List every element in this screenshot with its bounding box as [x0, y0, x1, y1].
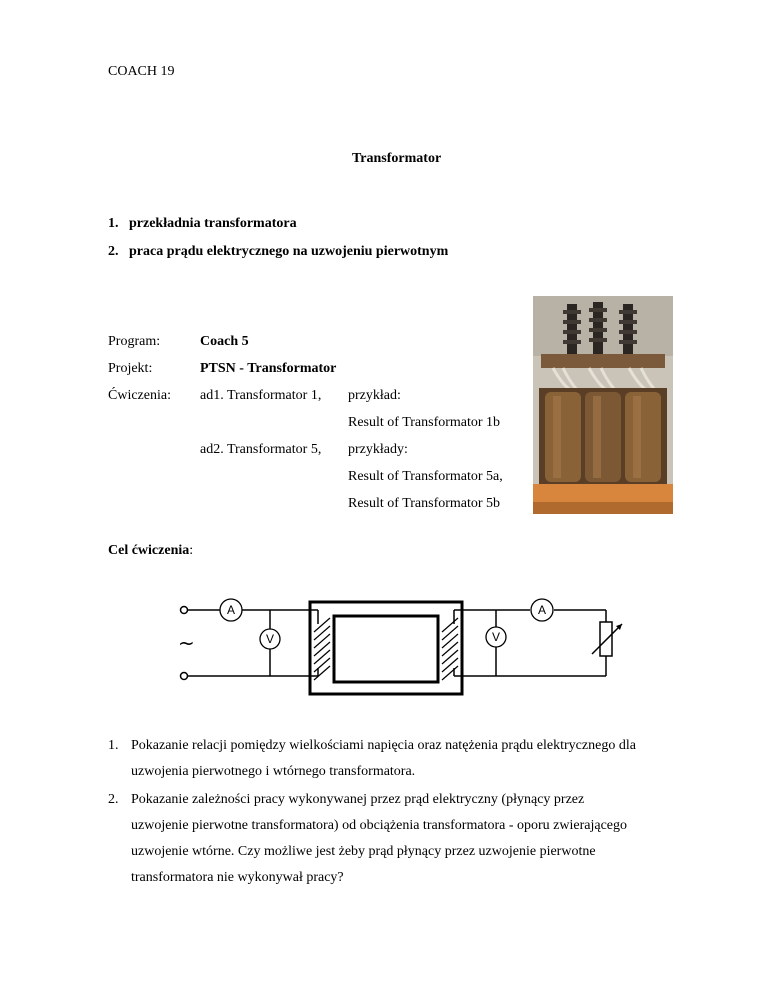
secondary-voltmeter-label: V — [491, 630, 501, 644]
topic-item-1 — [108, 216, 297, 232]
topic-text: przekładnia transformatora — [129, 216, 297, 231]
goal-number: 1. — [108, 738, 119, 753]
goal-label-line — [108, 543, 193, 559]
primary-terminal-bottom — [181, 673, 188, 680]
topic-number: 2. — [108, 244, 119, 259]
topic-number: 1. — [108, 216, 119, 231]
primary-winding — [314, 618, 330, 680]
goal-number: 2. — [108, 792, 119, 807]
goal-item-2 — [108, 787, 728, 897]
exercise-2-result-a: Result of Transformator 5a, — [348, 469, 503, 484]
exercise-2-note: przykłady: — [348, 442, 408, 457]
transformer-circuit-diagram — [170, 592, 630, 704]
exercise-1-result: Result of Transformator 1b — [348, 415, 501, 430]
transformer-photo — [533, 296, 673, 514]
secondary-winding — [442, 618, 458, 680]
exercise-2-result-b: Result of Transformator 5b — [348, 496, 501, 511]
document-code: COACH 19 — [108, 64, 175, 79]
primary-ammeter-label: A — [226, 603, 236, 617]
goal-line: Pokazanie zależności pracy wykonywanej przez prąd elektryczny (płynący przez — [131, 792, 585, 807]
goal-label: Cel ćwiczenia — [108, 543, 190, 558]
page-title: Transformator — [352, 151, 442, 166]
ac-source-symbol: ~ — [178, 631, 195, 655]
goal-line: uzwojenie pierwotne transformatora) od obciążenia transformatora - oporu zwierającego — [131, 818, 627, 833]
goal-line: Pokazanie relacji pomiędzy wielkościami napięcia oraz natężenia prądu elektrycznego dla — [131, 738, 636, 753]
program-value: Coach 5 — [200, 334, 249, 349]
topic-text: praca prądu elektrycznego na uzwojeniu pierwotnym — [129, 244, 449, 259]
topic-item-2 — [108, 244, 448, 260]
goal-line: uzwojenie wtórne. Czy możliwe jest żeby prąd płynący przez uzwojenie pierwotne — [131, 844, 596, 859]
exercise-2: ad2. Transformator 5, — [200, 442, 322, 457]
exercise-1-note: przykład: — [348, 388, 401, 403]
goal-line: uzwojenia pierwotnego i wtórnego transformatora. — [131, 764, 416, 779]
secondary-ammeter-label: A — [537, 603, 547, 617]
project-value: PTSN - Transformator — [200, 361, 337, 376]
primary-terminal-top — [181, 607, 188, 614]
goal-colon: : — [189, 543, 194, 558]
exercise-1: ad1. Transformator 1, — [200, 388, 322, 403]
goal-line: transformatora nie wykonywał pracy? — [131, 870, 344, 885]
exercises-label: Ćwiczenia: — [108, 388, 171, 403]
goal-item-1 — [108, 733, 728, 785]
primary-voltmeter-label: V — [265, 632, 275, 646]
program-label: Program: — [108, 334, 161, 349]
project-label: Projekt: — [108, 361, 153, 376]
